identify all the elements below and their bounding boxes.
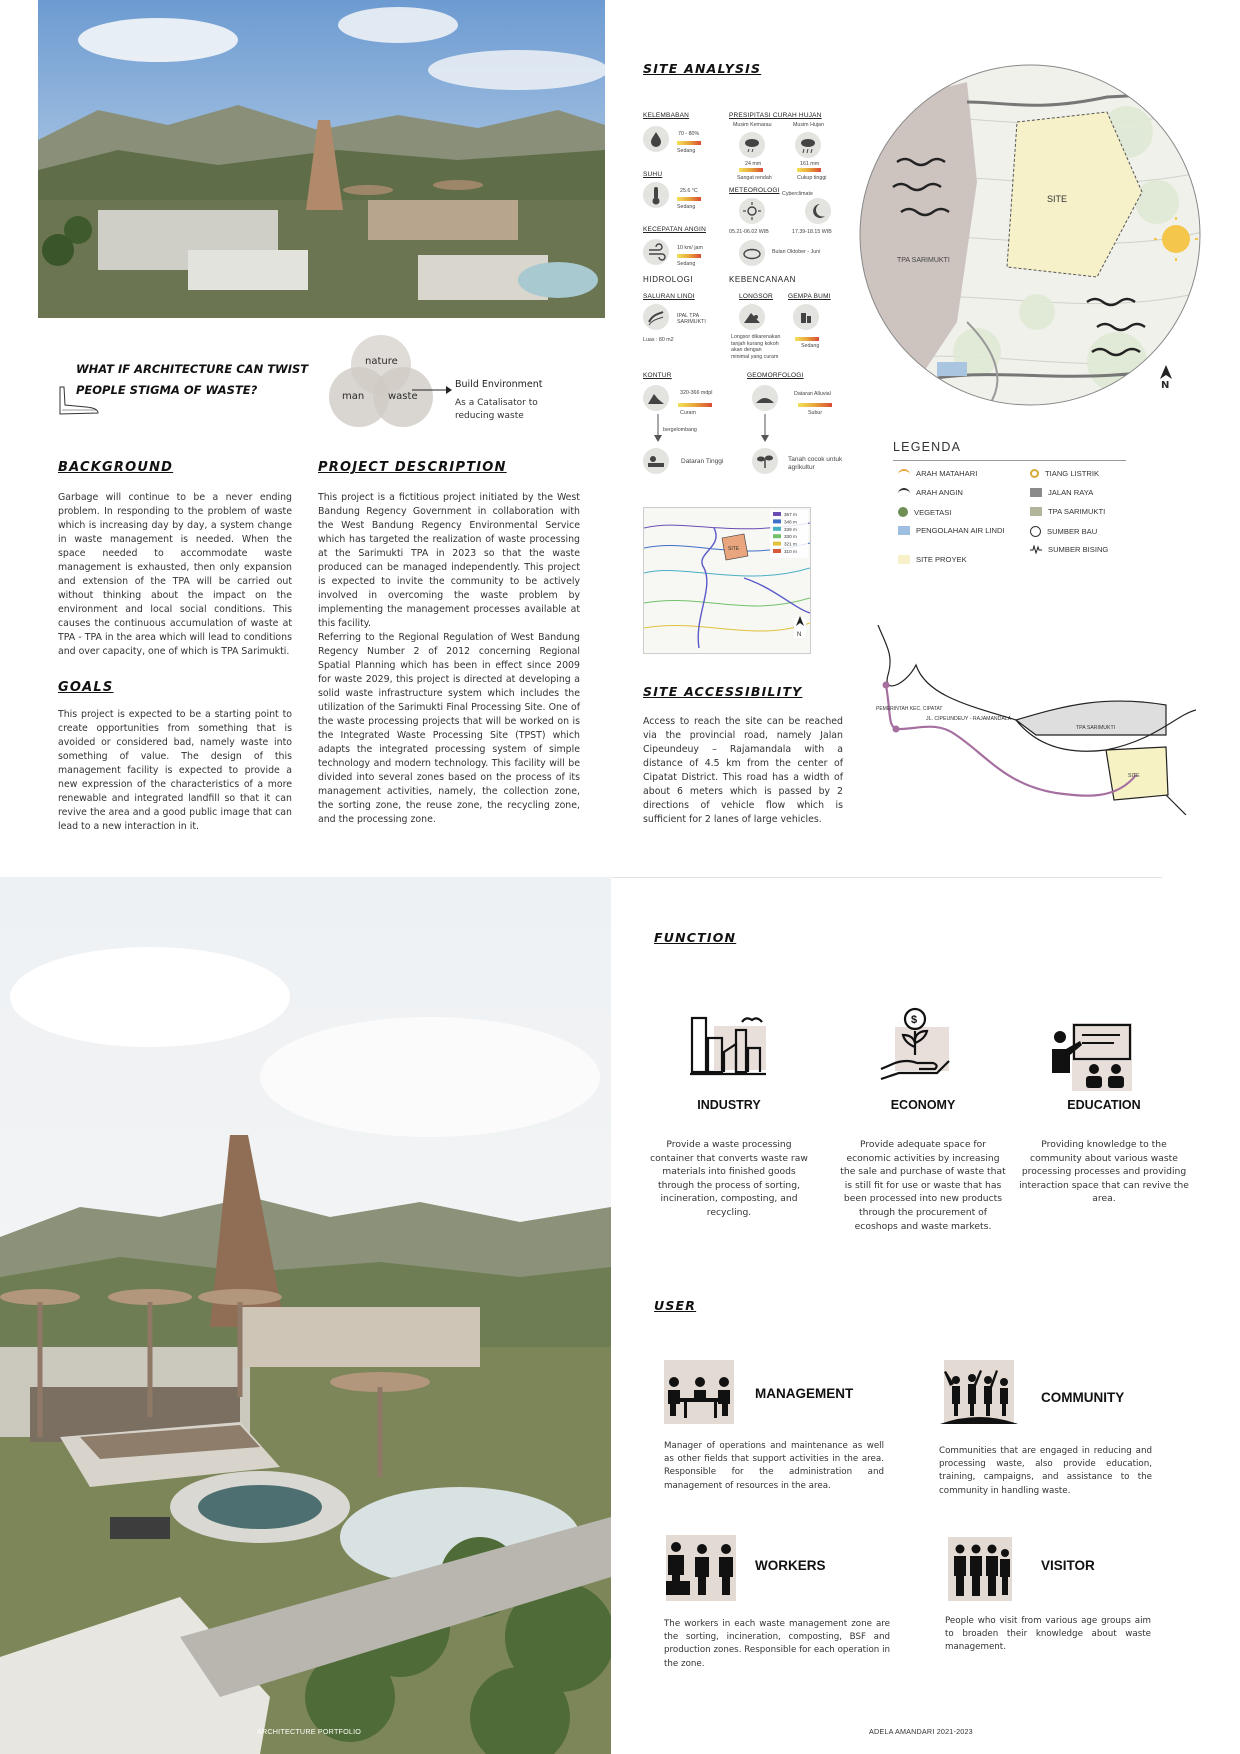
- venn-catalisator: As a Catalisator to reducing waste: [455, 398, 538, 421]
- geomorfologi-bar: [798, 403, 832, 407]
- contour-legend-swatch: [773, 519, 781, 523]
- rain-light-icon: [739, 132, 765, 158]
- user-management-title: MANAGEMENT: [755, 1386, 854, 1401]
- legend-divider: [893, 460, 1126, 461]
- accessibility-text: Access to reach the site can be reached via the provincial road, namely Jalan Cipeundeuy – Rajamandala with a distance of 4.5 km from the center of Cipatat District. This road has a width of about 6 meters which is passed by 2 directions of vehicle flow which is sufficient for 2 lanes of large vehicles.: [643, 716, 843, 825]
- legend-item-tiang-listrik: TIANG LISTRIK: [1030, 469, 1099, 478]
- cloud-icon: [739, 240, 765, 266]
- user-management-text: Manager of operations and maintenance as well as other fields that support activities in the area. Responsible for the administration and management of resources in the area.: [664, 1441, 884, 1491]
- footer-right: ADELA AMANDARI 2021-2023: [869, 1727, 973, 1736]
- contour-legend-label: 321 m: [784, 541, 797, 547]
- kontur-label: KONTUR: [643, 372, 672, 379]
- user-workers-text: The workers in each waste management zone are the sorting, incineration, composting, BSF and production zones. Responsible for each operation in the zone.: [664, 1619, 890, 1669]
- legend-item-jalan-raya: JALAN RAYA: [1030, 488, 1093, 497]
- sunset-time: 17.39-18.15 WIB: [792, 229, 832, 235]
- venn-waste: waste: [388, 391, 418, 402]
- contour-legend-swatch: [773, 534, 781, 538]
- legend-title: LEGENDA: [893, 440, 962, 454]
- hujan-level: Cukup tinggi: [797, 175, 827, 181]
- kelembaban-level: Sedang: [677, 148, 696, 154]
- project-text-1: This project is a fictitious project initiated by the West Bandung Regency Government in collaboration with the West Bandung Regency Environmental Service which has targeted the realization of waste processing at the Sarimukti TPA in 2023 so that the waste produced can be managed independently. This project is expected to invite the community to be actively involved in overcoming the waste problem by implementing the management processes available at this facility.: [318, 492, 580, 629]
- humidity-icon: [643, 126, 669, 152]
- musim-hujan: Musim Hujan: [793, 122, 824, 128]
- money-plant-hand-icon: [877, 1007, 953, 1087]
- meteorologi-label: METEOROLOGI: [729, 187, 780, 194]
- hero-render-bottom: [0, 877, 611, 1754]
- goals-title: GOALS: [58, 680, 114, 695]
- contour-icon: [643, 385, 669, 411]
- angin-value: 10 km/ jam: [677, 245, 703, 251]
- kontur-level: Curam: [680, 410, 696, 416]
- geomorfologi-result: Tanah cocok untuk agrikultur: [788, 456, 843, 471]
- venn-man: man: [342, 391, 365, 402]
- contour-legend-label: 367 m: [784, 512, 797, 517]
- odor-source-icon: [1030, 526, 1041, 537]
- kontur-bar: [678, 403, 712, 407]
- sprout-icon: [752, 448, 778, 474]
- sun-arc-icon: [898, 469, 910, 478]
- map-site-label: SITE: [1047, 194, 1068, 204]
- question-line-1: WHAT IF ARCHITECTURE CAN TWIST: [76, 362, 309, 376]
- kelembaban-value: 70 - 80%: [678, 131, 700, 137]
- user-visitor-text: People who visit from various age groups aim to broaden their knowledge about waste management.: [945, 1616, 1151, 1653]
- legend-item-sumber-bau: SUMBER BAU: [1030, 526, 1097, 537]
- sunrise-time: 05.21-06.02 WIB: [729, 229, 769, 235]
- contour-legend-swatch: [773, 549, 781, 553]
- kontur-mid: bergelombang: [663, 427, 697, 433]
- svg-text:$: $: [911, 1014, 918, 1026]
- longsor-label: LONGSOR: [739, 293, 773, 300]
- function-economy-title: ECONOMY: [890, 1098, 956, 1112]
- user-community-title: COMMUNITY: [1041, 1390, 1125, 1405]
- venn-build-environment: Build Environment: [455, 379, 543, 390]
- longsor-text: Longsor dikarenakan tanjah kurang kokoh akan dengan minimal yang curam: [731, 334, 781, 360]
- angin-level: Sedang: [677, 261, 696, 267]
- contour-map: [643, 507, 811, 654]
- function-industry-title: INDUSTRY: [697, 1098, 761, 1112]
- earthquake-icon: [793, 304, 819, 330]
- venn-nature: nature: [365, 356, 398, 367]
- angin-label: KECEPATAN ANGIN: [643, 226, 706, 233]
- musim-kemarau: Musim Kemarau: [733, 122, 772, 128]
- background-title: BACKGROUND: [58, 460, 174, 475]
- power-pole-icon: [1030, 469, 1039, 478]
- function-education-title: EDUCATION: [1067, 1098, 1141, 1112]
- road-icon: [1030, 488, 1042, 497]
- footer-left: ARCHITECTURE PORTFOLIO: [257, 1727, 362, 1736]
- kemarau-level: Sangat rendah: [737, 175, 772, 181]
- user-title: USER: [654, 1298, 697, 1313]
- contour-site-label: SITE: [728, 546, 740, 552]
- rain-heavy-icon: [795, 132, 821, 158]
- water-treatment-icon: [898, 526, 910, 535]
- saluran-luas: Luas : 80 m2: [643, 337, 674, 343]
- management-people-icon: [660, 1360, 738, 1424]
- legend-item-pengolahan: PENGOLAHAN AIR LINDI: [898, 526, 1008, 536]
- legend-item-vegetasi: VEGETASI: [898, 507, 951, 517]
- gempa-bar: [795, 337, 819, 341]
- background-text: Garbage will continue to be a never ending problem. In responding to the problem of waste which is increasing day by day, a system change in waste management is needed. When the space needed to accommodate waste management is exhausted, then only expansion and extension of the TPA will be carried out without thinking about the impact on the environment and local social conditions. This causes the continuous accumulation of waste at TPA - TPA in the area which will lead to conditions and over capacity, one of which is TPA Sarimukti.: [58, 492, 292, 657]
- map-tpa-label: TPA SARIMUKTI: [897, 257, 950, 264]
- site-area-icon: [898, 555, 910, 564]
- legend-item-tpa: TPA SARIMUKTI: [1030, 507, 1105, 516]
- section-divider: [612, 877, 1162, 878]
- meteorologi-source: Cyberclimate: [782, 191, 813, 197]
- function-title: FUNCTION: [654, 930, 737, 945]
- contour-north: N: [797, 632, 802, 638]
- suhu-level: Sedang: [677, 204, 696, 210]
- venn-diagram: [325, 335, 475, 435]
- suhu-label: SUHU: [643, 171, 663, 178]
- user-visitor-title: VISITOR: [1041, 1558, 1095, 1573]
- function-education-text: Providing knowledge to the community about various waste processing processes and providing interaction space that can revive the area.: [1019, 1139, 1189, 1205]
- accessibility-title: SITE ACCESSIBILITY: [643, 684, 803, 699]
- gempa-level: Sedang: [801, 343, 820, 349]
- project-title: PROJECT DESCRIPTION: [318, 460, 507, 475]
- legend-item-arah-matahari: ARAH MATAHARI: [898, 469, 977, 478]
- kelembaban-label: KELEMBABAN: [643, 112, 690, 119]
- access-map-site: SITE: [1128, 773, 1140, 779]
- user-workers-title: WORKERS: [755, 1558, 826, 1573]
- suhu-bar: [677, 197, 701, 201]
- geomorfologi-value: Dataran Alluvial: [794, 391, 831, 397]
- visitor-people-icon: [948, 1537, 1012, 1601]
- contour-legend-swatch: [773, 512, 781, 516]
- function-economy-text: Provide adequate space for economic activities by increasing the sale and purchase of waste that is still fit for use or waste that has been processed into new products through the procurement of ecoshops and waste markets.: [840, 1139, 1006, 1232]
- north-arrow-icon: N: [1158, 365, 1174, 395]
- workers-people-icon: [662, 1535, 742, 1601]
- presipitasi-label: PRESIPITASI CURAH HUJAN: [729, 112, 822, 119]
- angin-season: Bulan Oktober - Juni: [772, 249, 821, 255]
- tpa-area-icon: [1030, 507, 1042, 516]
- accessibility-map: [866, 625, 1196, 815]
- goals-text: This project is expected to be a starting point to create opportunities from something that is avoided or considered bad, namely waste into something of value. The design of this management facility is expected to provide a new expression of the characteristics of a more renewable and integrated landfill so that it can revive the area and a good public image that can lead to a new interaction in it.: [58, 709, 292, 832]
- kemarau-value: 24 mm: [745, 161, 762, 167]
- contour-legend-label: 330 m: [784, 534, 797, 540]
- noise-source-icon: [1030, 545, 1042, 554]
- access-map-start: PEMERINTAH KEC. CIPATAT: [876, 706, 943, 712]
- contour-legend-swatch: [773, 542, 781, 546]
- community-people-icon: [940, 1360, 1018, 1424]
- contour-legend-label: 310 m: [784, 549, 797, 554]
- saluran-value: IPAL TPA SARIMUKTI: [677, 313, 706, 325]
- project-text-2: Referring to the Regional Regulation of West Bandung Regency Number 2 of 2012 concerning Regional Spatial Planning which has been in effect since 2009 for waste 2029, this project is directed at developing a solid waste infrastructure system which includes the utilization of the Sarimukti Final Processing Site. One of the waste processing projects that will be worked on is the Integrated Waste Processing Site (TPST) which adapts the integrated processing system of simple technology and modern technology. This facility will be divided into several zones based on the process of its management activities, namely, the collection zone, the sorting zone, the reuse zone, the recycling zone, and the processing zone.: [318, 632, 580, 825]
- wind-icon: [643, 239, 669, 265]
- user-community-text: Communities that are engaged in reducing and processing waste, also provide education, training, campaigns, and assistance to the community in handling waste.: [939, 1446, 1152, 1496]
- hero-render-top: [38, 0, 605, 318]
- drain-icon: [643, 304, 669, 330]
- site-analysis-map: [857, 62, 1203, 408]
- suhu-value: 25.6 °C: [680, 188, 698, 194]
- wind-arrow-icon: [898, 488, 910, 497]
- hujan-bar: [797, 168, 821, 172]
- landslide-icon: [739, 304, 765, 330]
- access-map-road: JL. CIPEUNDEUY - RAJAMANDALA: [926, 716, 1012, 722]
- geomorfologi-level: Subur: [808, 410, 823, 416]
- geomorfologi-label: GEOMORFOLOGI: [747, 372, 804, 379]
- legend-item-sumber-bising: SUMBER BISING: [1030, 545, 1108, 554]
- kontur-value: 320-366 mdpl: [680, 390, 713, 396]
- access-map-tpa: TPA SARIMUKTI: [1076, 725, 1116, 731]
- factory-icon: [690, 1012, 766, 1088]
- venn-arrow: [412, 380, 452, 390]
- contour-legend-label: 346 m: [784, 519, 797, 525]
- hidrologi-label: HIDROLOGI: [643, 275, 694, 284]
- hujan-value: 161 mm: [800, 161, 820, 167]
- kemarau-bar: [739, 168, 763, 172]
- moon-icon: [805, 198, 831, 224]
- plain-icon: [752, 385, 778, 411]
- function-industry-text: Provide a waste processing container that converts waste raw materials into finished goods through the process of sorting, incineration, composting, and recycling.: [650, 1139, 808, 1218]
- sun-icon: [739, 198, 765, 224]
- kelembaban-bar: [677, 141, 701, 145]
- site-analysis-title: SITE ANALYSIS: [643, 61, 762, 76]
- legend-item-arah-angin: ARAH ANGIN: [898, 488, 963, 497]
- gempa-label: GEMPA BUMI: [788, 293, 831, 300]
- presentation-icon: [1050, 1021, 1132, 1091]
- question-line-2: PEOPLE STIGMA OF WASTE?: [76, 383, 258, 397]
- vegetation-icon: [898, 507, 908, 517]
- thermometer-icon: [643, 182, 669, 208]
- highland-icon: [643, 448, 669, 474]
- kontur-result: Dataran Tinggi: [681, 458, 724, 465]
- kontur-arrow: [654, 414, 662, 442]
- legend-item-site-proyek: SITE PROYEK: [898, 555, 967, 564]
- contour-legend-swatch: [773, 527, 781, 531]
- angin-bar: [677, 254, 701, 258]
- geomorfologi-arrow: [761, 414, 769, 442]
- contour-legend-label: 339 m: [784, 526, 797, 532]
- saluran-label: SALURAN LINDI: [643, 293, 695, 300]
- kebencanaan-label: KEBENCANAAN: [729, 275, 797, 284]
